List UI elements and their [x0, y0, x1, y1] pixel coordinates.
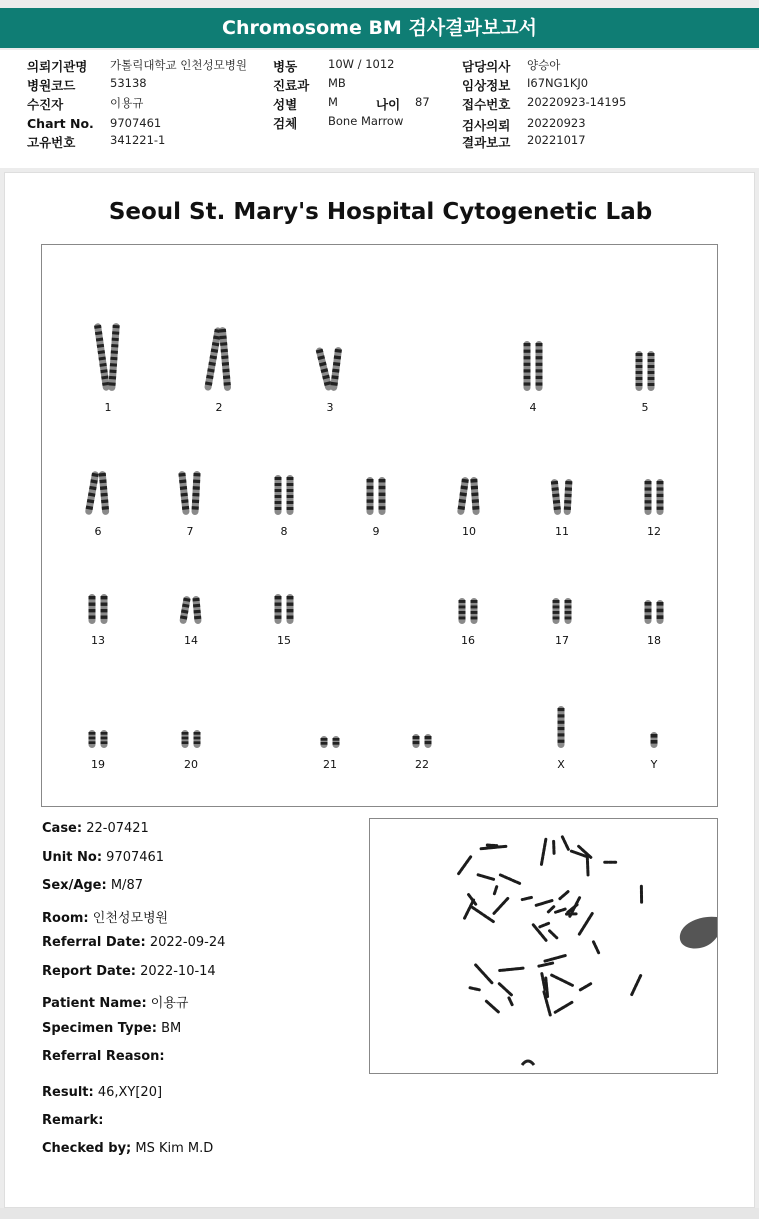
metaphase-chromosome	[555, 1002, 572, 1012]
metaphase-chromosome	[500, 875, 520, 884]
chromosome-label: 8	[280, 525, 288, 538]
karyotype-image	[41, 244, 718, 807]
metaphase-chromosome	[548, 907, 554, 913]
info-label: 수진자	[27, 97, 64, 112]
metaphase-chromosome	[544, 956, 565, 962]
metaphase-chromosome	[560, 892, 568, 899]
metaphase-chromosome	[535, 901, 552, 906]
chromosome-label: 19	[91, 758, 105, 771]
patient-info-block	[0, 50, 759, 168]
chromosome-label: 15	[277, 634, 291, 647]
info-label: 접수번호	[462, 97, 511, 112]
chromosome-4	[524, 341, 543, 391]
metaphase-chromosome	[540, 923, 549, 926]
chromosome-label: 12	[647, 525, 661, 538]
info-value: 10W / 1012	[328, 57, 395, 71]
chromosome-label: 4	[529, 401, 537, 414]
chromosome-label: X	[557, 758, 565, 771]
chromosome-8	[275, 475, 294, 515]
metaphase-chromosome	[542, 974, 545, 990]
metaphase-chromosome	[509, 998, 512, 1005]
metaphase-chromosome	[476, 965, 492, 983]
metaphase-chromosome	[550, 931, 557, 938]
field-referral-date: Referral Date: 2022-09-24	[42, 935, 226, 950]
chromosome-22	[413, 734, 432, 748]
metaphase-chromosome	[539, 963, 553, 966]
metaphase-chromosome	[500, 968, 523, 970]
metaphase-chromosome	[499, 984, 511, 995]
metaphase-chromosome	[552, 975, 573, 985]
info-label: 담당의사	[462, 59, 511, 74]
metaphase-chromosome	[478, 875, 493, 880]
chromosome-20	[182, 730, 201, 748]
info-label: 병동	[273, 59, 298, 74]
info-value: 341221-1	[110, 133, 166, 147]
metaphase-chromosome	[473, 907, 494, 921]
info-value: 20221017	[527, 133, 586, 147]
chromosome-x	[558, 706, 565, 748]
chromosome-y	[651, 732, 658, 748]
field-checked-by: Checked by; MS Kim M.D	[42, 1141, 214, 1156]
info-label: 성별	[273, 97, 298, 112]
chromosome-18	[645, 600, 664, 624]
info-value: I67NG1KJ0	[527, 76, 589, 90]
chromosome-17	[553, 598, 572, 624]
chromosome-15	[275, 594, 294, 624]
chromosome-14	[179, 596, 202, 625]
chromosome-10	[457, 477, 480, 516]
chromosome-3	[315, 347, 342, 392]
info-value: 20220923-14195	[527, 95, 627, 109]
chromosome-label: 3	[326, 401, 334, 414]
metaphase-chromosome	[522, 897, 531, 899]
info-value: 가톨릭대학교 인천성모병원	[110, 58, 247, 72]
chromosome-13	[89, 594, 108, 624]
field-remark: Remark:	[42, 1113, 104, 1128]
chromosome-label: 16	[461, 634, 475, 647]
chromosome-label: Y	[650, 758, 658, 771]
chromosome-label: 22	[415, 758, 429, 771]
info-label: 검체	[273, 116, 298, 131]
chromosome-2	[204, 327, 231, 391]
field-room: Room: 인천성모병원	[42, 911, 169, 926]
info-label: 의뢰기관명	[27, 59, 88, 74]
chromosome-7	[178, 471, 200, 515]
page-bottom-strip	[0, 1208, 759, 1219]
chromosome-19	[89, 730, 108, 748]
info-label: 결과보고	[462, 135, 511, 150]
field-case: Case: 22-07421	[42, 821, 149, 836]
metaphase-chromosome	[459, 857, 471, 874]
metaphase-chromosome	[541, 839, 545, 864]
chromosome-21	[321, 736, 340, 748]
chromosome-label: 14	[184, 634, 198, 647]
chromosome-label: 13	[91, 634, 105, 647]
report-panel	[4, 172, 755, 1208]
field-report-date: Report Date: 2022-10-14	[42, 964, 216, 979]
chromosome-12	[645, 479, 664, 515]
chromosome-label: 9	[372, 525, 380, 538]
metaphase-chromosome	[546, 978, 548, 996]
chromosome-label: 17	[555, 634, 569, 647]
field-patient-name: Patient Name: 이용규	[42, 996, 189, 1011]
lab-title: Seoul St. Mary's Hospital Cytogenetic Lab	[108, 199, 653, 225]
info-value: 20220923	[527, 116, 586, 130]
interphase-nucleus	[680, 917, 717, 949]
metaphase-chromosome	[562, 837, 568, 849]
chromosome-label: 6	[94, 525, 102, 538]
info-label: 병원코드	[27, 78, 76, 93]
field-referral-reason: Referral Reason:	[42, 1049, 165, 1064]
info-value-age: 87	[415, 95, 430, 109]
info-label: 검사의뢰	[462, 118, 511, 133]
metaphase-drawing	[370, 819, 717, 1073]
info-value: 9707461	[110, 116, 162, 130]
chromosome-label: 11	[555, 525, 569, 538]
metaphase-chromosome	[580, 984, 590, 990]
chromosome-label: 5	[641, 401, 649, 414]
metaphase-chromosome	[465, 900, 474, 918]
metaphase-chromosome	[632, 976, 641, 995]
metaphase-chromosome	[486, 1001, 498, 1012]
chromosome-11	[551, 479, 573, 516]
metaphase-chromosome	[522, 1061, 534, 1065]
info-value: Bone Marrow	[328, 114, 404, 128]
metaphase-chromosome	[470, 988, 479, 990]
chromosome-label: 18	[647, 634, 661, 647]
info-value: 양승아	[527, 58, 561, 72]
info-label: 임상정보	[462, 78, 511, 93]
info-label: 진료과	[273, 78, 310, 93]
metaphase-chromosome	[494, 887, 497, 895]
chromosome-5	[636, 351, 655, 391]
chromosome-label: 1	[104, 401, 112, 414]
field-result: Result: 46,XY[20]	[42, 1085, 163, 1100]
metaphase-chromosome	[487, 845, 496, 846]
chromosome-label: 21	[323, 758, 337, 771]
chromosome-9	[367, 477, 386, 515]
field-specimen-type: Specimen Type: BM	[42, 1021, 182, 1036]
metaphase-chromosome	[593, 942, 598, 954]
info-value: 53138	[110, 76, 147, 90]
chromosome-label: 7	[186, 525, 194, 538]
chromosome-6	[85, 471, 110, 516]
info-label: Chart No.	[27, 116, 94, 131]
info-value: MB	[328, 76, 346, 90]
chromosome-label: 10	[462, 525, 476, 538]
chromosome-1	[94, 323, 120, 391]
metaphase-chromosome	[556, 909, 566, 912]
report-title: Chromosome BM 검사결과보고서	[222, 17, 537, 39]
metaphase-chromosome	[494, 898, 508, 913]
report-header	[0, 8, 759, 48]
chromosome-label: 20	[184, 758, 198, 771]
info-label: 고유번호	[27, 135, 76, 150]
info-value: 이용규	[110, 96, 144, 110]
chromosome-label: 2	[215, 401, 223, 414]
info-label-age: 나이	[376, 97, 401, 112]
metaphase-chromosome	[579, 913, 592, 934]
metaphase-chromosome	[587, 857, 588, 875]
chromosome-16	[459, 598, 478, 624]
info-value: M	[328, 95, 338, 109]
field-sex-age: Sex/Age: M/87	[42, 878, 143, 893]
field-unit-no: Unit No: 9707461	[42, 850, 165, 865]
metaphase-image	[369, 818, 718, 1074]
